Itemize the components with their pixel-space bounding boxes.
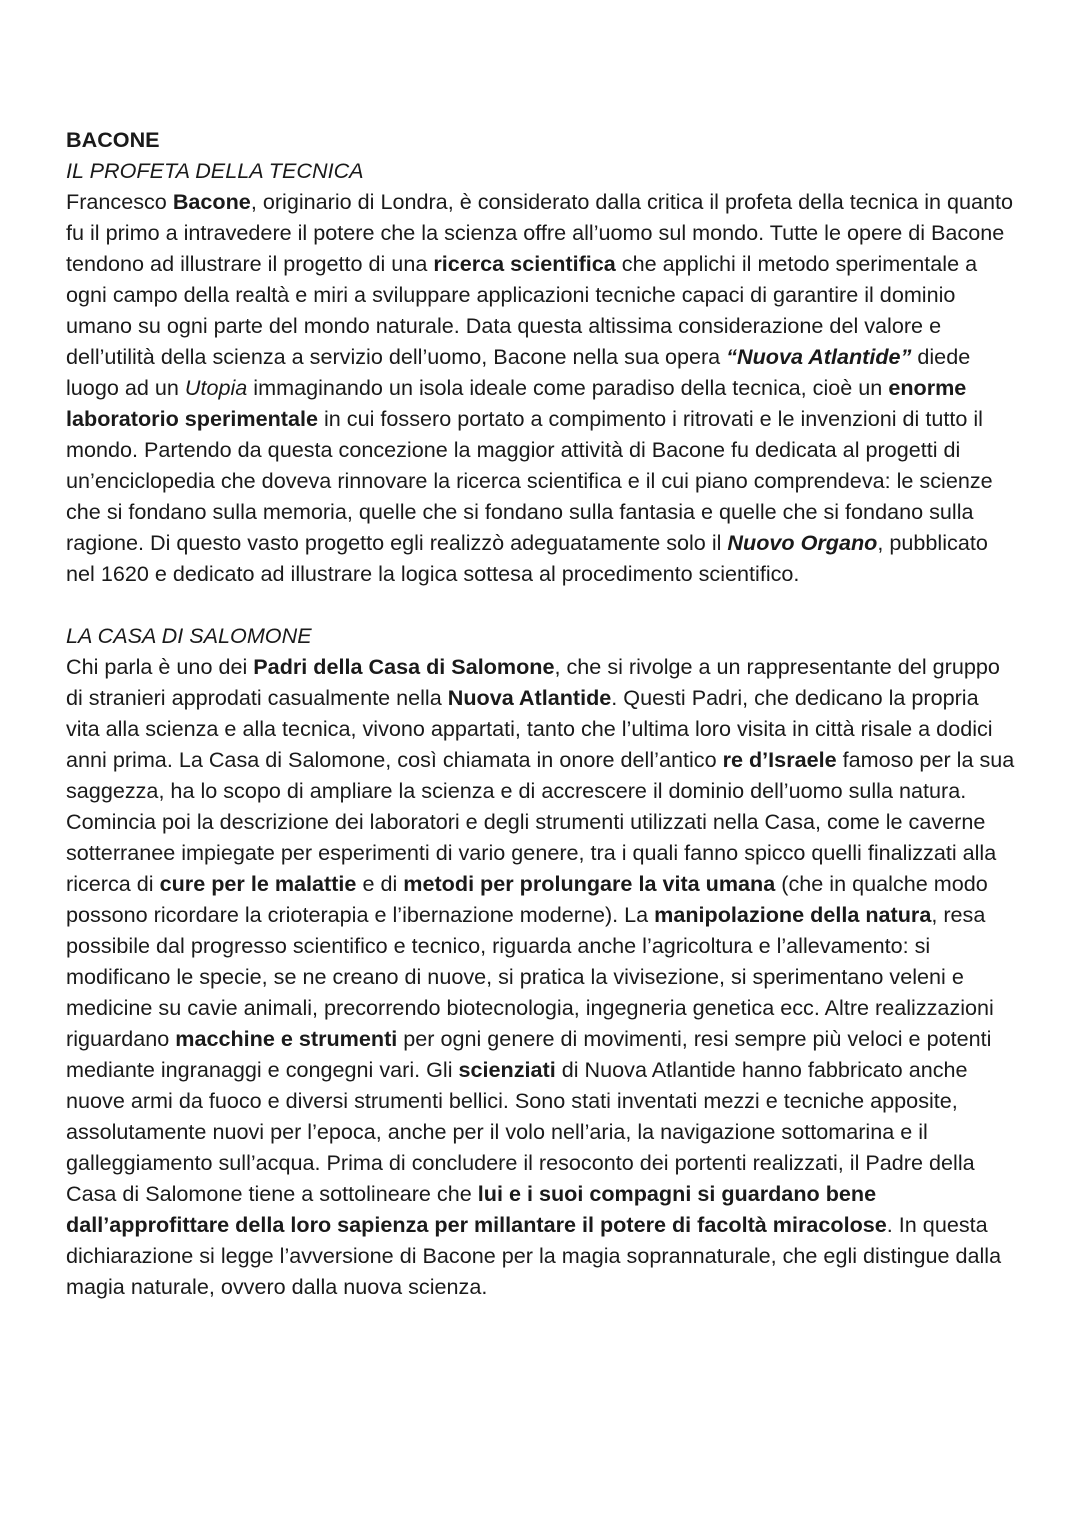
emphasized-text: “Nuova Atlantide” (726, 344, 912, 369)
emphasized-text: re d’Israele (722, 747, 837, 772)
text-run: , che si rivolge a un rappresentante del gruppo di stranieri approdati casualmente nella (66, 654, 1000, 710)
text-run: famoso per la sua saggezza, ha lo scopo di ampliare la scienza e di accrescere il dominio dell’uomo sulla natura. Comincia poi la descrizione dei laboratori e degli strumenti utilizzati nella Casa, come le caverne sotterranee impiegate per esperimenti di vario genere, tra i quali fanno spicco quelli finalizzati alla ricerca di (66, 747, 1015, 896)
section-heading-casa-di-salomone: LA CASA DI SALOMONE (66, 623, 312, 648)
document-title: BACONE (66, 127, 160, 152)
text-run: per ogni genere di movimenti, resi sempre più veloci e potenti mediante ingranaggi e congegni vari. Gli (66, 1026, 992, 1082)
section-heading-profeta: IL PROFETA DELLA TECNICA (66, 158, 364, 183)
text-run: , originario di Londra, è considerato dalla critica il profeta della tecnica in quanto fu il primo a intravedere il potere che la scienza offre all’uomo sul mondo. Tutte le opere di Bacone tendono ad illustrare il progetto di una (66, 189, 1014, 276)
emphasized-text: Bacone (172, 189, 251, 214)
emphasized-text: Padri della Casa di Salomone (253, 654, 555, 679)
emphasized-text: enorme laboratorio sperimentale (66, 375, 967, 431)
text-run: . Questi Padri, che dedicano la propria vita alla scienza e alla tecnica, vivono appartati, tanto che l’ultima loro visita in città risale a dodici anni prima. La Casa di Salomone, così chiamata in onore dell’antico (66, 685, 993, 772)
section-paragraph-casa-di-salomone (66, 651, 1016, 1302)
text-run: in cui fossero portato a compimento i ritrovati e le invenzioni di tutto il mondo. Partendo da questa concezione la maggior attività di Bacone fu dedicata al progetti di un’enciclopedia che doveva rinnovare la ricerca scientifica e il cui piano comprendeva: le scienze che si fondano sulla memoria, quelle che si fondano sulla fantasia e quelle che si fondano sulla ragione. Di questo vasto progetto egli realizzò adeguatamente solo il (66, 406, 993, 555)
text-run: . In questa dichiarazione si legge l’avversione di Bacone per la magia soprannaturale, che egli distingue dalla magia naturale, ovvero dalla nuova scienza. (66, 1212, 1002, 1299)
text-run: , pubblicato nel 1620 e dedicato ad illustrare la logica sottesa al procedimento scientifico. (66, 530, 988, 586)
text-run: che applichi il metodo sperimentale a ogni campo della realtà e miri a sviluppare applicazioni tecniche capaci di garantire il dominio umano su ogni parte del mondo naturale. Data questa altissima considerazione del valore e dell’utilità della scienza a servizio dell’uomo, Bacone nella sua opera (66, 251, 978, 369)
emphasized-text: cure per le malattie (159, 871, 357, 896)
emphasized-text: macchine e strumenti (175, 1026, 398, 1051)
section-paragraph-profeta (66, 186, 1016, 589)
emphasized-text: metodi per prolungare la vita umana (403, 871, 776, 896)
text-run: Francesco (66, 189, 173, 214)
text-run: , resa possibile dal progresso scientifico e tecnico, riguarda anche l’agricoltura e l’allevamento: si modificano le specie, se ne creano di nuove, si pratica la vivisezione, si sperimentano veleni e medicine su cavie animali, precorrendo biotecnologia, ingegneria genetica ecc. Altre realizzazioni riguardano (66, 902, 994, 1051)
emphasized-text: Nuovo Organo (727, 530, 878, 555)
emphasized-text: Utopia (184, 375, 248, 400)
text-run: immaginando un isola ideale come paradiso della tecnica, cioè un (247, 375, 889, 400)
emphasized-text: manipolazione della natura (654, 902, 932, 927)
text-run: diede luogo ad un (66, 344, 971, 400)
emphasized-text: Nuova Atlantide (447, 685, 612, 710)
emphasized-text: scienziati (458, 1057, 556, 1082)
text-run: e di (356, 871, 404, 896)
paragraph-spacer (66, 589, 1016, 620)
emphasized-text: ricerca scientifica (433, 251, 616, 276)
text-run: (che in qualche modo possono ricordare la crioterapia e l’ibernazione moderne). La (66, 871, 988, 927)
text-run: Chi parla è uno dei (66, 654, 254, 679)
document-page (66, 124, 1016, 1302)
emphasized-text: lui e i suoi compagni si guardano bene dall’approfittare della loro sapienza per millantare il potere di facoltà miracolose (66, 1181, 887, 1237)
text-run: di Nuova Atlantide hanno fabbricato anche nuove armi da fuoco e diversi strumenti bellici. Sono stati inventati mezzi e tecniche apposite, assolutamente nuovi per l’epoca, anche per il volo nell’aria, la navigazione sottomarina e il galleggiamento sull’acqua. Prima di concludere il resoconto dei portenti realizzati, il Padre della Casa di Salomone tiene a sottolineare che (66, 1057, 975, 1206)
